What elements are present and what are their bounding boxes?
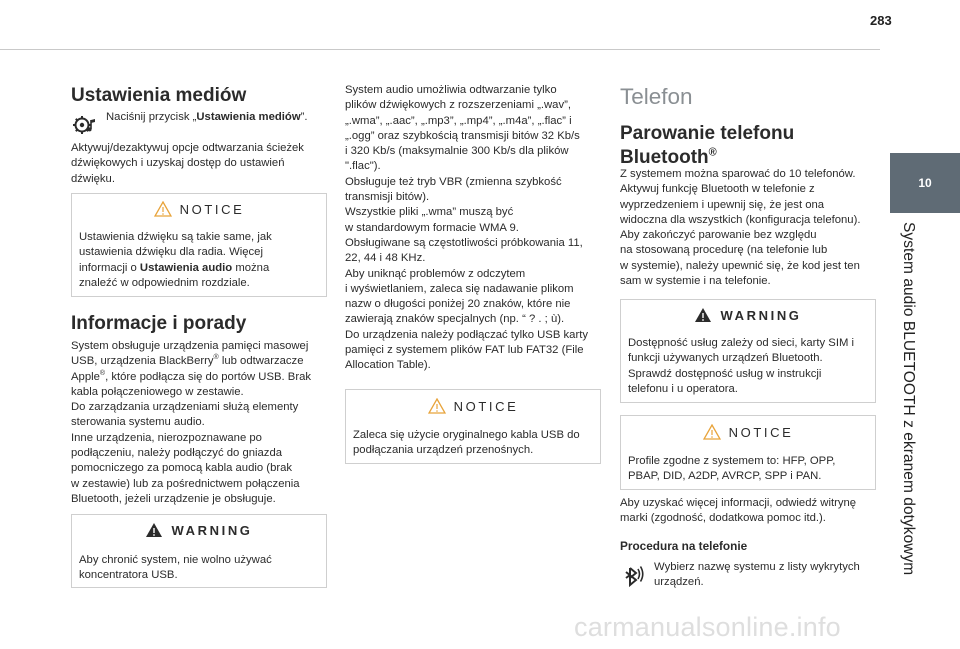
text-line: Dostępność usług zależy od sieci, karty SIM i [628,337,855,349]
heading-bluetooth-pairing [620,122,794,170]
text-line: Wybierz nazwę systemu z listy wykrytych [654,561,860,573]
text-line: Allocation Table). [345,359,431,372]
text-line: Ustawienia dźwięku są takie same, jak [79,231,272,243]
press-instruction [106,110,336,125]
text-line: System obsługuje urządzenia pamięci masowej [71,340,309,352]
text-line: Obsługiwane są częstotliwości próbkowania 11, [345,236,583,249]
warning-box [71,514,327,588]
notice-title: NOTICE [728,424,794,440]
media-settings-paragraph [71,141,331,187]
notice-box [620,415,876,490]
text-line: Aktywuj/dezaktywuj opcje odtwarzania ścieżek [71,142,304,154]
text-line: marki (zgodność, dodatkowa pomoc itd.). [620,512,826,525]
warning-text [628,336,869,397]
text-line: PBAP, DID, A2DP, AVRCP, SPP i PAN. [628,470,822,483]
notice-title-row [346,398,600,414]
text-line: , które podłącza się do portów USB. Brak [105,370,312,383]
heading-info-tips: Informacje i porady [71,313,247,334]
warning-text [79,553,320,584]
text-line: System audio umożliwia odtwarzanie tylko [345,84,557,96]
text-line: Profile zgodne z systemem to: HFP, OPP, [628,455,836,467]
warning-title: WARNING [720,307,802,323]
bluetooth-icon [622,563,644,587]
warning-title-row [621,307,875,323]
media-settings-icon [73,114,97,136]
text-line: funkcji używanych urządzeń Bluetooth. [628,352,823,365]
text-line: i 320 Kb/s (maksymalnie 300 Kb/s dla plików [345,145,569,158]
text-line: można [232,261,270,274]
text-line: zawierają znaków specjalnych (np. “ ? . ; ù). [345,313,565,326]
text-line: i wyświetlaniem, zaleca się nadawanie plikom [345,282,574,295]
heading-line: Bluetooth [620,147,709,168]
press-text-pre: Naciśnij przycisk „ [106,111,197,123]
registered-mark: ® [708,146,717,159]
text-line: telefonu i u operatora. [628,382,738,395]
notice-title: NOTICE [453,398,519,414]
text-line: 22, 44 i 48 KHz. [345,252,426,265]
notice-icon [154,201,172,217]
heading-telefon: Telefon [620,84,693,109]
text-line: sterowania systemu audio. [71,416,205,429]
text-line: sam w systemie i na telefonie. [620,275,771,288]
chapter-title: System audio BLUETOOTH z ekranem dotykowym [900,222,917,576]
watermark: carmanualsonline.info [574,612,841,642]
text-line: ustawienia dźwięku dla radia. Więcej [79,246,263,259]
text-line: Apple [71,370,100,383]
text-line: kabla połączeniowego w zestawie. [71,385,244,398]
text-line: Aby uniknąć problemów z odczytem [345,267,526,280]
text-line: Do urządzenia należy podłączać tylko USB karty [345,328,588,341]
notice-text [79,230,320,291]
text-line: Inne urządzenia, nierozpoznawane po [71,431,262,444]
warning-title: WARNING [171,522,253,538]
text-line: Obsługuje też tryb VBR (zmienna szybkość [345,175,562,188]
text-line: koncentratora USB. [79,569,178,582]
top-divider [0,49,880,50]
procedure-step [654,560,884,591]
text-line: dźwiękowych i uzyskaj dostęp do ustawień [71,157,285,170]
warning-title-row [72,522,326,538]
text-line: wyprzedzeniem i upewnij się, że jest ona [620,198,825,211]
text-line: Zaleca się użycie oryginalnego kabla USB do [353,429,580,441]
text-line: Aktywuj funkcję Bluetooth w telefonie z [620,183,815,196]
registered-mark: ® [213,354,219,362]
text-line: znaleźć w odpowiednim rozdziale. [79,276,250,289]
more-info-paragraph [620,496,882,527]
text-line: „.wma”, „.aac”, „.mp3”, „.mp4”, „.m4a”, „.flac” i [345,114,572,127]
notice-box [71,193,327,297]
warning-icon [145,522,163,538]
text-line: pamięci z systemem plików FAT lub FAT32 (File [345,344,584,357]
notice-title: NOTICE [179,201,245,217]
text-line: Z systemem można sparować do 10 telefonów. [620,168,856,180]
info-tips-paragraph [71,339,333,507]
text-line: Do zarządzania urządzeniami służą elementy [71,401,299,414]
text-line: nazw o długości poniżej 20 znaków, które nie [345,298,571,311]
text-line: Aby zakończyć parowanie bez względu [620,229,817,242]
registered-mark: ® [99,369,106,377]
text-line: urządzeń. [654,576,704,589]
text-line: USB, urządzenia BlackBerry [71,355,214,368]
page-number: 283 [870,13,892,28]
text-line: w standardowym formacie WMA 9. [345,221,519,234]
text-line: dźwięku. [71,172,115,185]
text-line: Aby chronić system, nie wolno używać [79,554,272,566]
text-line: lub odtwarzacze [218,355,304,368]
notice-text [628,454,869,485]
text-line: Aby uzyskać więcej informacji, odwiedź witrynę [620,497,857,509]
text-line: „.ogg” oraz szybkością transmisji bitów 32 Kb/s [345,129,580,142]
text-line: pomocniczego za pomocą kabla audio (brak [71,462,293,475]
text-line: Wszystkie pliki „.wma” muszą być [345,206,514,219]
text-line: w systemie), należy upewnić się, że kod jest ten [620,259,860,272]
heading-phone-procedure: Procedura na telefonie [620,539,748,553]
text-line: Bluetooth, jeżeli urządzenie je obsługuje. [71,492,276,505]
notice-icon [703,424,721,440]
text-line: na stosowaną procedurę (na telefonie lub [620,244,828,257]
notice-title-row [621,424,875,440]
heading-line: Parowanie telefonu [620,123,795,144]
warning-box [620,299,876,403]
text-line: plików dźwiękowych z rozszerzeniami „.wav”, [345,99,571,112]
text-line: podłączania urządzeń przenośnych. [353,444,534,457]
chapter-tab: 10 [890,153,960,213]
heading-media-settings: Ustawienia mediów [71,85,247,106]
audio-formats-paragraph [345,83,607,374]
text-line: podłączeniu, należy podłączyć do gniazda [71,447,283,460]
text-line: widoczna dla wszystkich (konfiguracja telefonu). [620,213,861,226]
notice-icon [428,398,446,414]
text-line: informacji o [79,261,140,274]
text-bold: Ustawienia audio [139,261,233,274]
notice-text [353,428,594,459]
pairing-paragraph [620,167,882,289]
text-line: transmisji bitów). [345,191,430,204]
text-line: Sprawdź dostępność usług w instrukcji [628,367,822,380]
press-text-bold: Ustawienia mediów [196,111,301,123]
press-text-post: ”. [300,111,308,123]
text-line: ".flac"). [345,160,381,173]
notice-title-row [72,201,326,217]
notice-box [345,389,601,464]
warning-icon [694,307,712,323]
chapter-title-vertical [897,222,919,582]
text-line: w zestawie) lub za pośrednictwem połączenia [71,477,300,490]
